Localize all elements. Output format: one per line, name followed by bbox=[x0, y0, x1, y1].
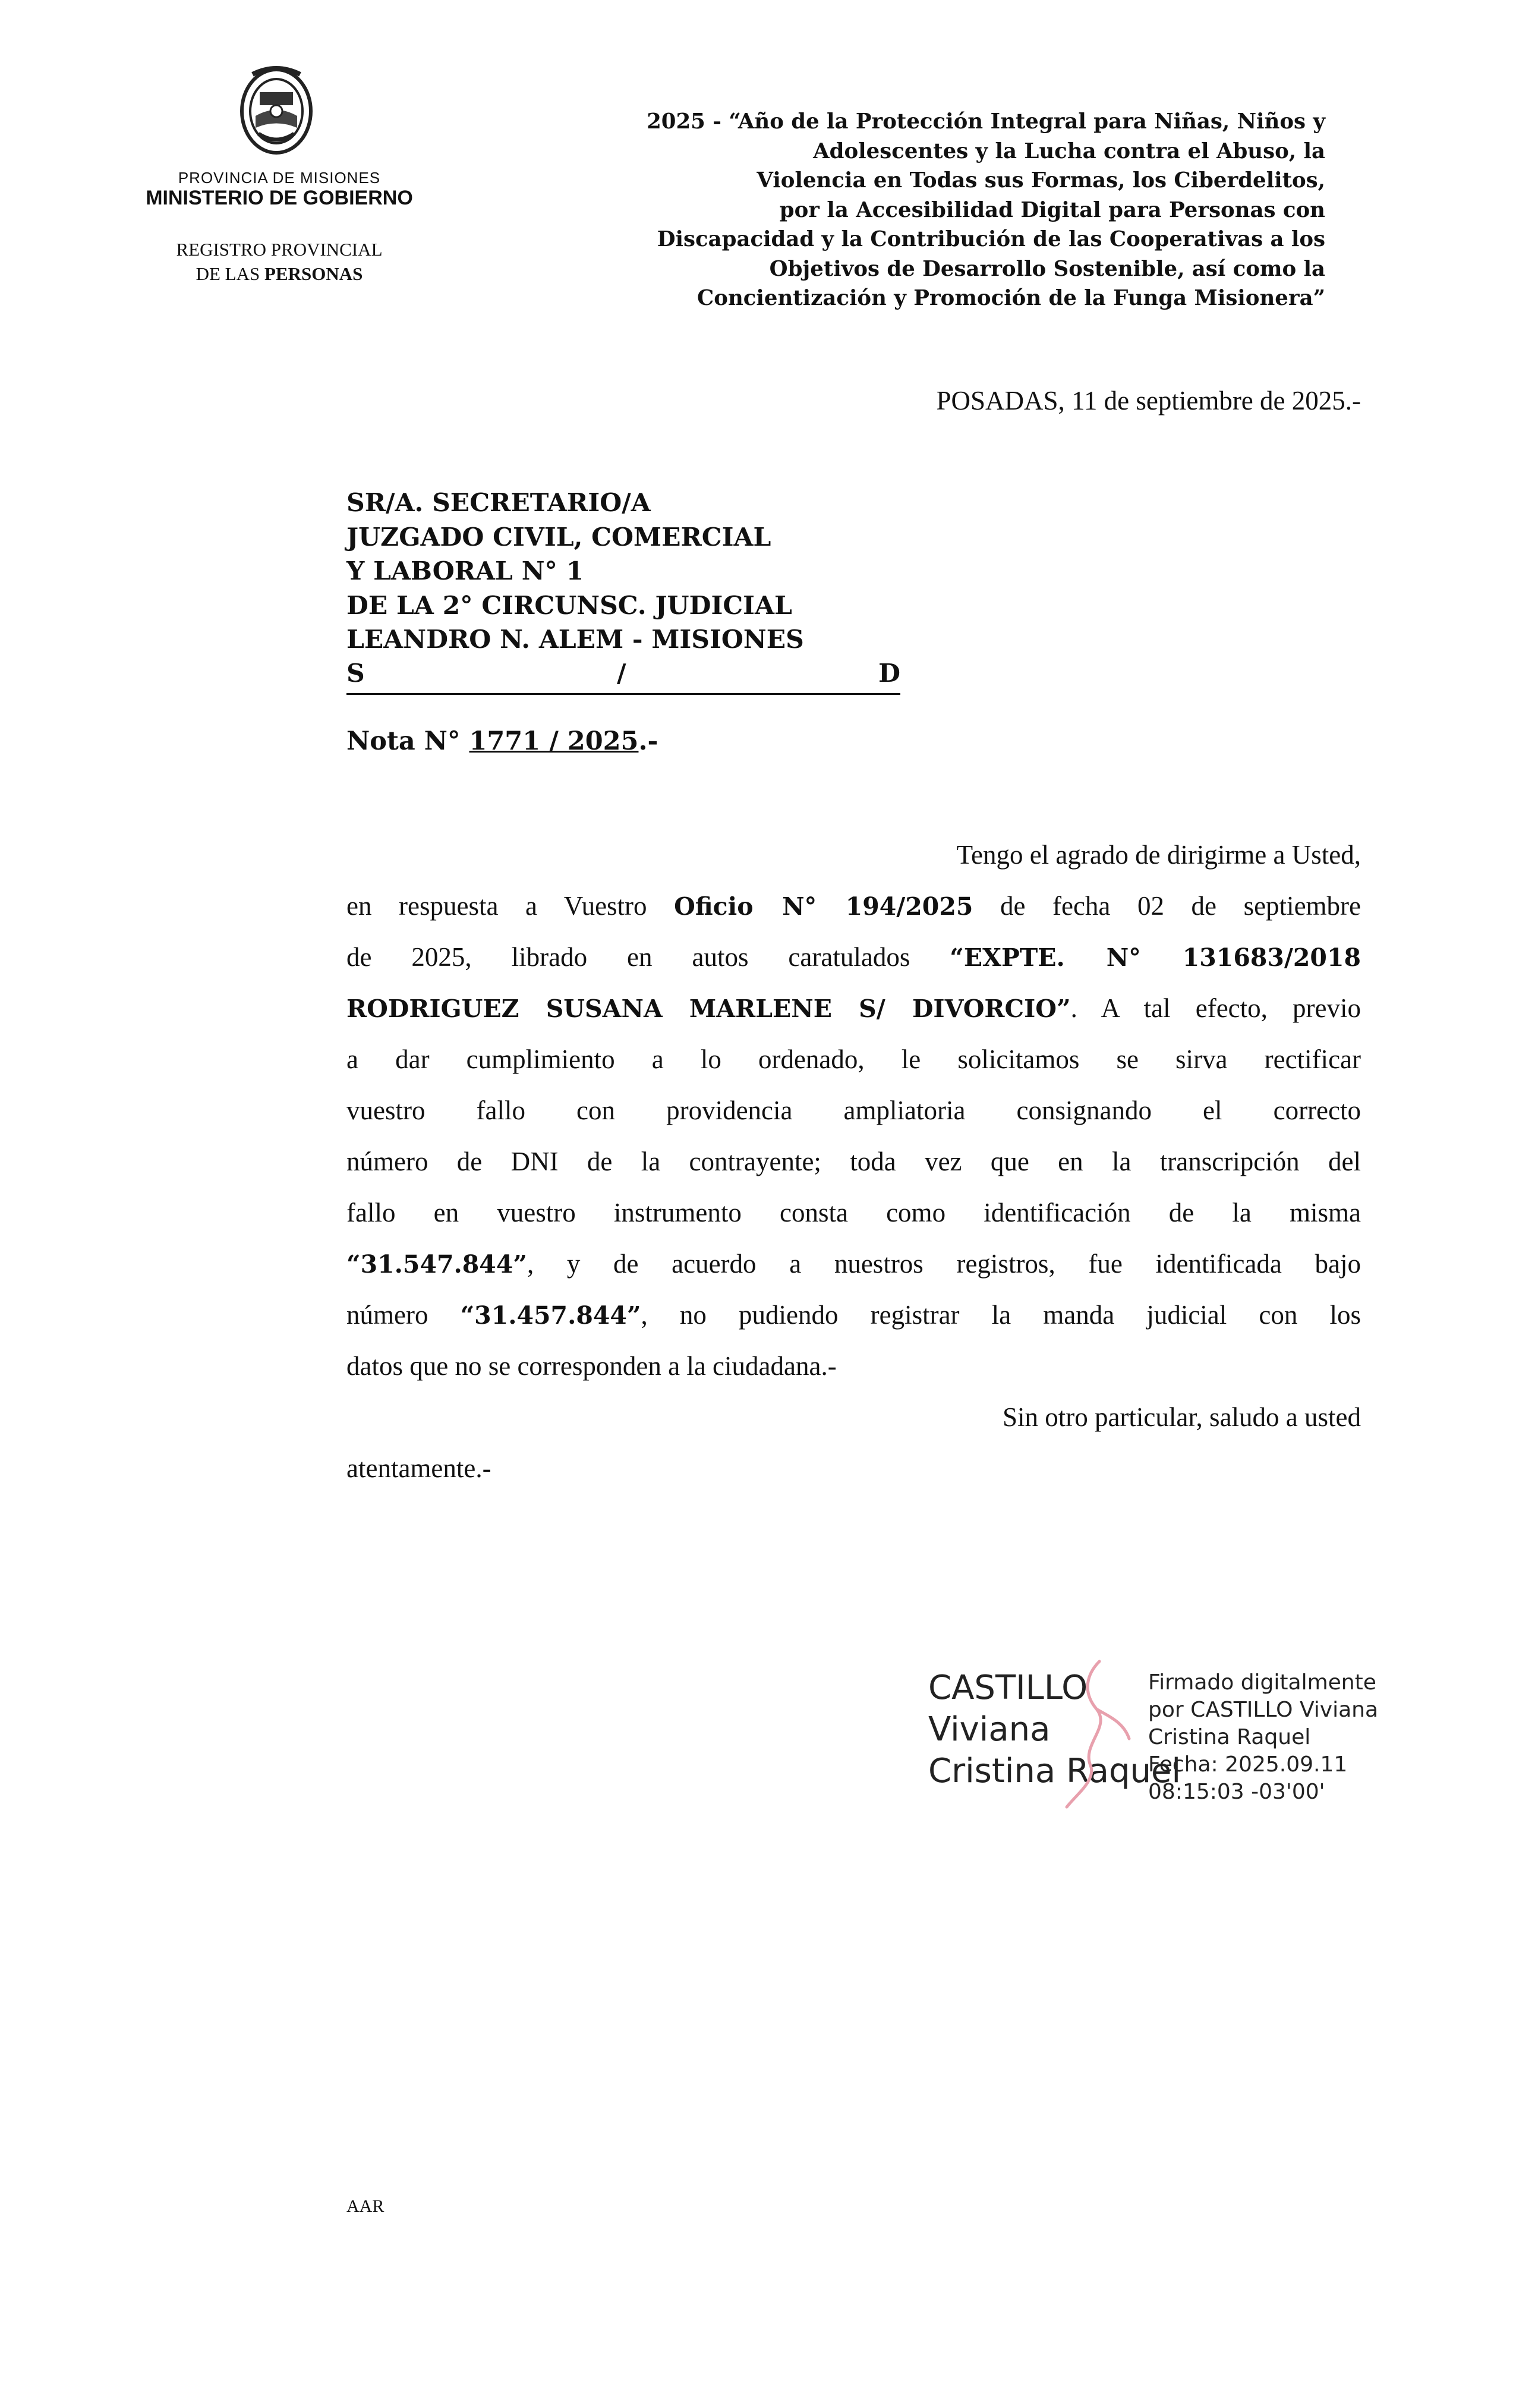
body-text: , no pudiendo registrar la manda judicial con los bbox=[641, 1300, 1361, 1330]
body-line: número de DNI de la contrayente; toda vez que en la transcripción del bbox=[346, 1147, 1361, 1176]
registry-line2-bold: PERSONAS bbox=[264, 263, 363, 284]
signer-name-line: Cristina Raquel bbox=[928, 1752, 1181, 1790]
body-text: en respuesta a Vuestro bbox=[346, 891, 675, 921]
note-label: Nota N° bbox=[346, 726, 469, 756]
provincial-seal-icon bbox=[229, 62, 324, 158]
body-text: número bbox=[346, 1300, 461, 1330]
addressee-line: DE LA 2° CIRCUNSC. JUDICIAL bbox=[346, 590, 792, 621]
sd-s: S bbox=[346, 659, 365, 688]
letter-date: POSADAS, 11 de septiembre de 2025.- bbox=[936, 386, 1361, 416]
su-despacho-line bbox=[346, 659, 900, 695]
signature-info-line: Cristina Raquel bbox=[1148, 1725, 1311, 1749]
motto-line: 2025 - “Año de la Protección Integral para Niñas, Niños y bbox=[647, 109, 1325, 134]
body-text: . A tal efecto, previo bbox=[1070, 993, 1361, 1023]
signature-info-line: Firmado digitalmente bbox=[1148, 1670, 1376, 1695]
motto-line: por la Accesibilidad Digital para Personas con bbox=[779, 197, 1325, 222]
note-number-value: 1771 / 2025 bbox=[469, 726, 639, 756]
digital-signature-info bbox=[1148, 1669, 1378, 1806]
body-line bbox=[346, 983, 1361, 1034]
correct-dni: “31.457.844” bbox=[460, 1301, 641, 1330]
note-number bbox=[346, 726, 658, 756]
signer-name-line: Viviana bbox=[928, 1710, 1051, 1749]
body-text: de fecha 02 de septiembre bbox=[973, 891, 1361, 921]
note-suffix: .- bbox=[638, 726, 658, 756]
signature-info-line: Fecha: 2025.09.11 bbox=[1148, 1752, 1348, 1777]
motto-line: Adolescentes y la Lucha contra el Abuso, la bbox=[813, 139, 1325, 163]
body-line: atentamente.- bbox=[346, 1453, 491, 1483]
typist-initials: AAR bbox=[346, 2196, 384, 2216]
ministry-name: MINISTERIO DE GOBIERNO bbox=[146, 187, 413, 209]
case-title: RODRIGUEZ SUSANA MARLENE S/ DIVORCIO” bbox=[346, 994, 1071, 1023]
addressee-block bbox=[346, 486, 804, 657]
addressee-line: Y LABORAL N° 1 bbox=[346, 556, 584, 586]
registry-line2-prefix: DE LAS bbox=[196, 263, 264, 284]
case-number: “EXPTE. N° 131683/2018 bbox=[950, 943, 1361, 972]
signer-name-line: CASTILLO bbox=[928, 1669, 1088, 1707]
province-name: PROVINCIA DE MISIONES bbox=[178, 169, 381, 187]
year-motto bbox=[571, 107, 1325, 313]
oficio-number: Oficio N° 194/2025 bbox=[674, 892, 973, 921]
body-line bbox=[346, 1289, 1361, 1340]
registry-name-line2 bbox=[143, 263, 416, 285]
body-text: , y de acuerdo a nuestros registros, fue identificada bajo bbox=[527, 1249, 1361, 1279]
motto-line: Violencia en Todas sus Formas, los Ciberdelitos, bbox=[757, 168, 1325, 193]
wrong-dni: “31.547.844” bbox=[346, 1250, 527, 1279]
body-text: de 2025, librado en autos caratulados bbox=[346, 942, 950, 972]
body-line: vuestro fallo con providencia ampliatoria consignando el correcto bbox=[346, 1096, 1361, 1125]
body-line: Sin otro particular, saludo a usted bbox=[1002, 1402, 1361, 1432]
signer-name bbox=[928, 1667, 1181, 1792]
body-line: a dar cumplimiento a lo ordenado, le solicitamos se sirva rectificar bbox=[346, 1044, 1361, 1074]
addressee-line: SR/A. SECRETARIO/A bbox=[346, 488, 651, 518]
body-line: Tengo el agrado de dirigirme a Usted, bbox=[956, 840, 1361, 870]
sd-d: D bbox=[878, 659, 900, 688]
motto-line: Objetivos de Desarrollo Sostenible, así como la bbox=[769, 256, 1325, 281]
letter-body bbox=[346, 829, 1361, 1494]
registry-name-line1: REGISTRO PROVINCIAL bbox=[176, 239, 383, 260]
addressee-line: LEANDRO N. ALEM - MISIONES bbox=[346, 625, 804, 654]
body-line bbox=[346, 1238, 1361, 1289]
signature-info-line: 08:15:03 -03'00' bbox=[1148, 1780, 1325, 1804]
sd-slash: / bbox=[617, 659, 626, 688]
body-line: fallo en vuestro instrumento consta como identificación de la misma bbox=[346, 1198, 1361, 1227]
addressee-line: JUZGADO CIVIL, COMERCIAL bbox=[346, 522, 771, 552]
motto-line: Concientización y Promoción de la Funga Misionera” bbox=[697, 286, 1325, 310]
body-line bbox=[346, 880, 1361, 931]
signature-info-line: por CASTILLO Viviana bbox=[1148, 1698, 1379, 1722]
motto-line: Discapacidad y la Contribución de las Cooperativas a los bbox=[657, 227, 1325, 251]
body-line bbox=[346, 931, 1361, 983]
body-line: datos que no se corresponden a la ciudadana.- bbox=[346, 1351, 837, 1381]
digital-signature-mark-icon bbox=[1064, 1655, 1135, 1810]
